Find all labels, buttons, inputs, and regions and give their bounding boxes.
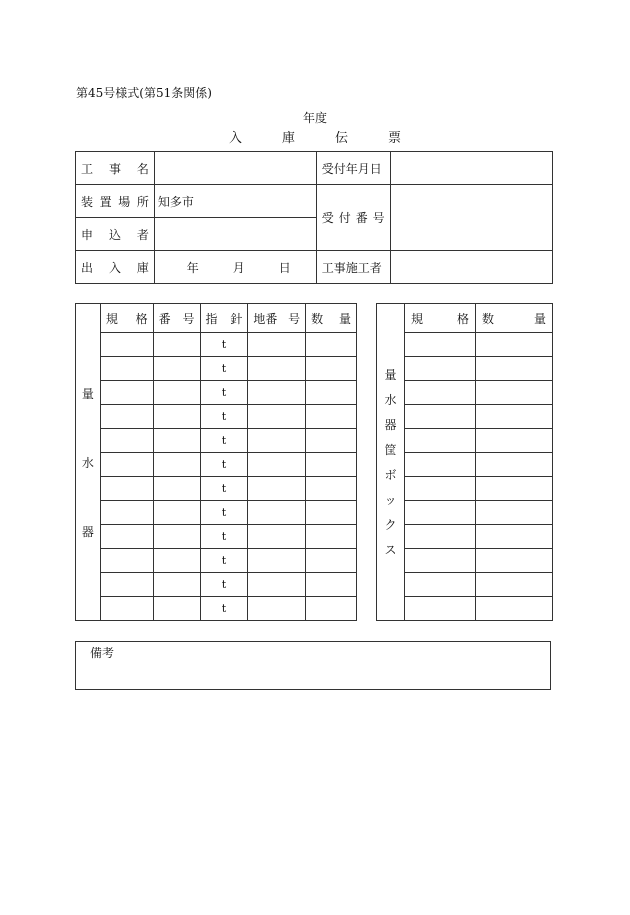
- received-date-label-cell: [316, 152, 390, 185]
- meter-row: [76, 405, 357, 429]
- received-date-label: 受付年月日: [321, 161, 382, 176]
- meter-cell-quantity[interactable]: [306, 549, 357, 573]
- meter-col-spec: 規 格: [100, 304, 153, 333]
- meter-cell-number[interactable]: [153, 597, 200, 621]
- applicant-label-cell: [76, 218, 155, 251]
- meter-row: [76, 357, 357, 381]
- meter-cell-quantity[interactable]: [306, 525, 357, 549]
- meter-cell-number[interactable]: [153, 429, 200, 453]
- box-cell-spec[interactable]: [405, 405, 476, 429]
- meter-side-label: 量 水 器: [76, 304, 101, 621]
- meter-cell-needle[interactable]: t: [200, 549, 248, 573]
- received-date-field[interactable]: [390, 152, 552, 185]
- applicant-label: 申 込 者: [81, 227, 149, 242]
- meter-row: [76, 597, 357, 621]
- meter-cell-spec[interactable]: [100, 573, 153, 597]
- box-cell-spec[interactable]: [405, 333, 476, 357]
- install-place-value: 知多市: [157, 194, 194, 209]
- meter-cell-spec[interactable]: [100, 525, 153, 549]
- meter-cell-needle[interactable]: t: [200, 501, 248, 525]
- meter-cell-needle[interactable]: t: [200, 573, 248, 597]
- meter-row: [76, 429, 357, 453]
- box-cell-quantity[interactable]: [476, 549, 553, 573]
- remarks-label: 備考: [90, 646, 115, 660]
- meter-cell-quantity[interactable]: [306, 405, 357, 429]
- meter-cell-spec[interactable]: [100, 405, 153, 429]
- box-cell-quantity[interactable]: [476, 429, 553, 453]
- work-name-label: 工 事 名: [81, 161, 149, 176]
- meter-row: [76, 381, 357, 405]
- meter-cell-quantity[interactable]: [306, 501, 357, 525]
- box-cell-spec[interactable]: [405, 477, 476, 501]
- meter-row: [76, 549, 357, 573]
- meter-cell-number[interactable]: [153, 573, 200, 597]
- contractor-label: 工事施工者: [321, 260, 382, 275]
- meter-row: [76, 477, 357, 501]
- meter-cell-needle[interactable]: t: [200, 405, 248, 429]
- meter-cell-needle[interactable]: t: [200, 429, 248, 453]
- meter-cell-quantity[interactable]: [306, 381, 357, 405]
- meter-cell-number[interactable]: [153, 501, 200, 525]
- box-col-quantity: 数 量: [476, 304, 553, 333]
- meter-cell-quantity[interactable]: [306, 429, 357, 453]
- meter-cell-quantity[interactable]: [306, 597, 357, 621]
- meter-cell-lot-number[interactable]: [248, 477, 306, 501]
- box-cell-quantity[interactable]: [476, 405, 553, 429]
- meter-table: [75, 303, 357, 621]
- received-number-label: 受 付 番 号: [321, 211, 385, 225]
- box-cell-quantity[interactable]: [476, 357, 553, 381]
- meter-cell-lot-number[interactable]: [248, 573, 306, 597]
- page-title: [0, 127, 630, 146]
- box-cell-spec[interactable]: [405, 429, 476, 453]
- meter-cell-number[interactable]: [153, 549, 200, 573]
- meter-cell-number[interactable]: [153, 381, 200, 405]
- meter-cell-spec[interactable]: [100, 429, 153, 453]
- meter-cell-spec[interactable]: [100, 357, 153, 381]
- meter-cell-spec[interactable]: [100, 549, 153, 573]
- meter-row: [76, 525, 357, 549]
- meter-cell-lot-number[interactable]: [248, 525, 306, 549]
- meter-cell-quantity[interactable]: [306, 453, 357, 477]
- meter-cell-needle[interactable]: t: [200, 357, 248, 381]
- date-text: 年 月 日: [186, 260, 291, 275]
- title-char: 票: [388, 131, 402, 146]
- box-cell-quantity[interactable]: [476, 525, 553, 549]
- fiscal-year-label: 年度: [302, 111, 327, 125]
- box-cell-spec[interactable]: [405, 453, 476, 477]
- meter-cell-needle[interactable]: t: [200, 477, 248, 501]
- applicant-field[interactable]: [154, 218, 316, 251]
- received-number-label-cell: [316, 185, 390, 251]
- box-cell-spec[interactable]: [405, 573, 476, 597]
- box-col-spec: 規 格: [405, 304, 476, 333]
- meter-cell-needle[interactable]: t: [200, 525, 248, 549]
- meter-cell-spec[interactable]: [100, 477, 153, 501]
- meter-row: [76, 501, 357, 525]
- meter-cell-lot-number[interactable]: [248, 357, 306, 381]
- box-cell-quantity[interactable]: [476, 501, 553, 525]
- meter-cell-number[interactable]: [153, 525, 200, 549]
- meter-row: [76, 573, 357, 597]
- box-cell-quantity[interactable]: [476, 573, 553, 597]
- box-cell-spec[interactable]: [405, 597, 476, 621]
- install-place-label-cell: [76, 185, 155, 218]
- meter-cell-number[interactable]: [153, 453, 200, 477]
- meter-cell-needle[interactable]: t: [200, 333, 248, 357]
- meter-cell-number[interactable]: [153, 357, 200, 381]
- box-cell-spec[interactable]: [405, 381, 476, 405]
- box-cell-quantity[interactable]: [476, 477, 553, 501]
- received-number-field[interactable]: [390, 185, 552, 251]
- meter-cell-quantity[interactable]: [306, 357, 357, 381]
- meter-cell-needle[interactable]: t: [200, 381, 248, 405]
- meter-cell-needle[interactable]: t: [200, 597, 248, 621]
- title-char: 入: [228, 131, 242, 146]
- warehouse-label-cell: [76, 251, 155, 284]
- warehouse-label: 出 入 庫: [81, 260, 149, 275]
- meter-col-lot-number: 地番 号: [248, 304, 306, 333]
- meter-row: [76, 333, 357, 357]
- form-number: 第45号様式(第51条関係): [76, 86, 212, 100]
- title-char: 伝: [335, 131, 349, 146]
- meter-cell-lot-number[interactable]: [248, 381, 306, 405]
- date-field[interactable]: [154, 251, 316, 284]
- work-name-label-cell: [76, 152, 155, 185]
- meter-cell-lot-number[interactable]: [248, 549, 306, 573]
- title-char: 庫: [281, 131, 295, 146]
- work-name-field[interactable]: [154, 152, 316, 185]
- install-place-field[interactable]: [154, 185, 316, 218]
- meter-col-number: 番 号: [153, 304, 200, 333]
- contractor-label-cell: [316, 251, 390, 284]
- meter-col-needle: 指 針: [200, 304, 248, 333]
- meter-cell-lot-number[interactable]: [248, 501, 306, 525]
- meter-cell-lot-number[interactable]: [248, 597, 306, 621]
- meter-cell-spec[interactable]: [100, 333, 153, 357]
- install-place-label: 装 置 場 所: [81, 194, 149, 209]
- meter-cell-number[interactable]: [153, 477, 200, 501]
- box-cell-quantity[interactable]: [476, 597, 553, 621]
- header-table: [75, 151, 553, 284]
- meter-cell-spec[interactable]: [100, 501, 153, 525]
- meter-cell-spec[interactable]: [100, 453, 153, 477]
- meter-cell-spec[interactable]: [100, 597, 153, 621]
- box-cell-spec[interactable]: [405, 501, 476, 525]
- meter-cell-lot-number[interactable]: [248, 405, 306, 429]
- box-cell-spec[interactable]: [405, 525, 476, 549]
- box-cell-spec[interactable]: [405, 357, 476, 381]
- meter-cell-needle[interactable]: t: [200, 453, 248, 477]
- meter-cell-spec[interactable]: [100, 381, 153, 405]
- meter-cell-quantity[interactable]: [306, 477, 357, 501]
- meter-cell-lot-number[interactable]: [248, 333, 306, 357]
- box-cell-quantity[interactable]: [476, 381, 553, 405]
- meter-cell-quantity[interactable]: [306, 333, 357, 357]
- meter-col-quantity: 数 量: [306, 304, 357, 333]
- box-cell-quantity[interactable]: [476, 453, 553, 477]
- box-table: [376, 303, 553, 621]
- box-side-label: 量 水 器 筐 ボ ッ ク ス: [377, 304, 405, 621]
- meter-cell-quantity[interactable]: [306, 573, 357, 597]
- meter-cell-lot-number[interactable]: [248, 453, 306, 477]
- box-cell-spec[interactable]: [405, 549, 476, 573]
- meter-cell-number[interactable]: [153, 333, 200, 357]
- contractor-field[interactable]: [390, 251, 552, 284]
- remarks-box[interactable]: [75, 641, 551, 690]
- box-cell-quantity[interactable]: [476, 333, 553, 357]
- meter-cell-lot-number[interactable]: [248, 429, 306, 453]
- meter-cell-number[interactable]: [153, 405, 200, 429]
- meter-row: [76, 453, 357, 477]
